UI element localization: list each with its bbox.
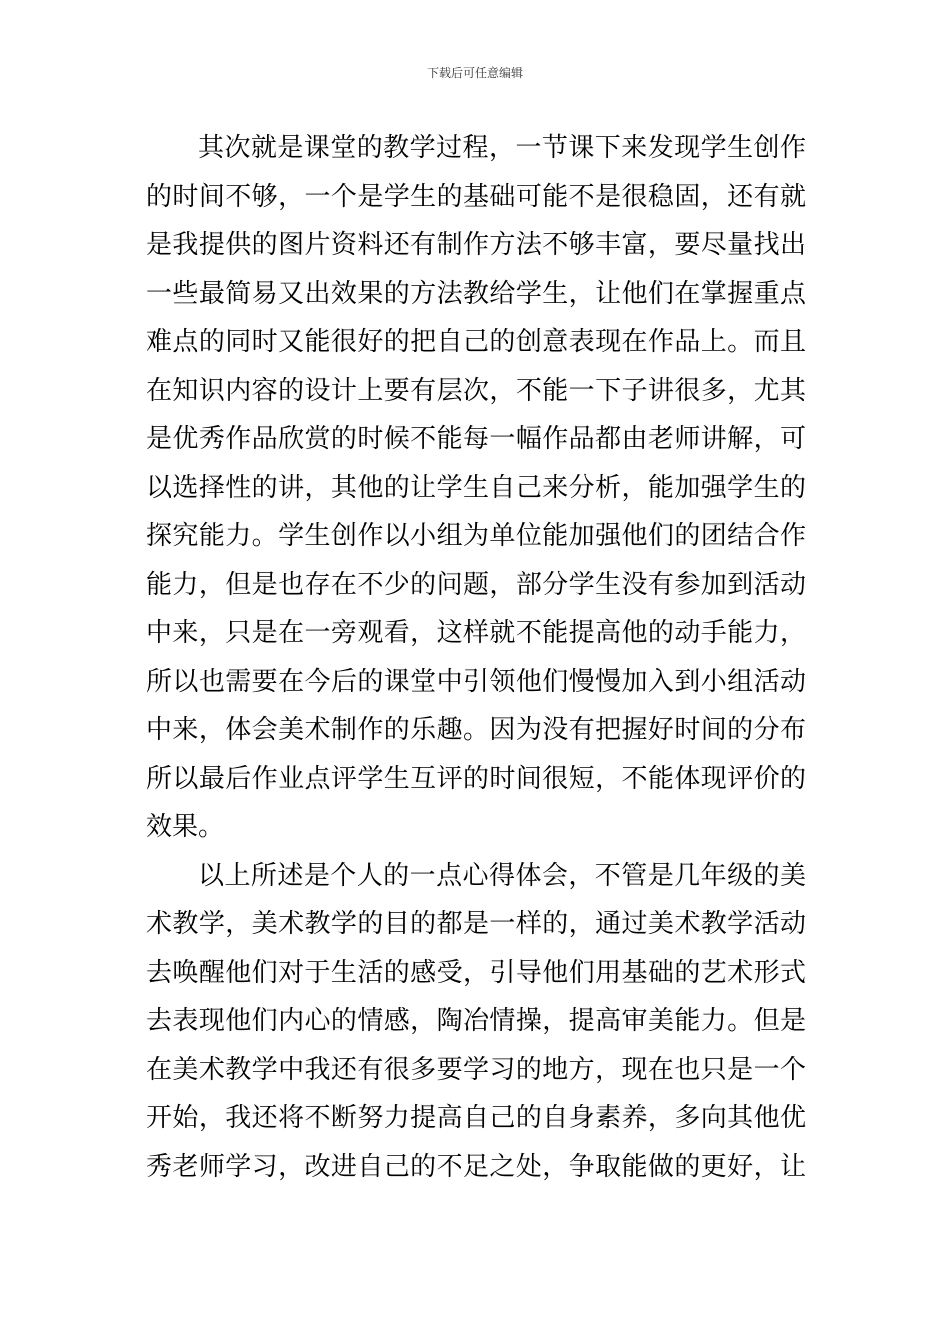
paragraph-2	[146, 852, 806, 1192]
text-line: 术教学，美术教学的目的都是一样的，通过美术教学活动	[146, 909, 806, 939]
text-line: 的时间不够，一个是学生的基础可能不是很稳固，还有就	[146, 181, 806, 212]
text-line: 效果。	[146, 812, 225, 842]
text-line: 去唤醒他们对于生活的感受，引导他们用基础的艺术形式	[146, 957, 806, 988]
document-body	[146, 124, 806, 1191]
text-line: 在美术教学中我还有很多要学习的地方，现在也只是一个	[146, 1054, 806, 1085]
text-line: 是优秀作品欣赏的时候不能每一幅作品都由老师讲解，可	[146, 424, 806, 454]
text-line: 探究能力。学生创作以小组为单位能加强他们的团结合作	[146, 521, 806, 551]
page-header: 下载后可任意编辑	[426, 66, 523, 80]
paragraph-1	[146, 124, 806, 852]
text-line: 中来，只是在一旁观看，这样就不能提高他的动手能力，	[146, 618, 806, 648]
text-line: 难点的同时又能很好的把自己的创意表现在作品上。而且	[146, 327, 806, 357]
text-line: 能力，但是也存在不少的问题，部分学生没有参加到活动	[146, 569, 806, 600]
text-line: 去表现他们内心的情感，陶冶情操，提高审美能力。但是	[146, 1006, 806, 1036]
text-line: 其次就是课堂的教学过程，一节课下来发现学生创作	[198, 133, 806, 163]
text-line: 所以最后作业点评学生互评的时间很短，不能体现评价的	[146, 763, 806, 794]
text-line: 在知识内容的设计上要有层次，不能一下子讲很多，尤其	[146, 375, 806, 406]
text-line: 是我提供的图片资料还有制作方法不够丰富，要尽量找出	[146, 230, 806, 260]
text-line: 一些最简易又出效果的方法教给学生，让他们在掌握重点	[146, 278, 806, 309]
text-line: 所以也需要在今后的课堂中引领他们慢慢加入到小组活动	[146, 666, 806, 697]
text-line: 以选择性的讲，其他的让学生自己来分析，能加强学生的	[146, 472, 806, 503]
text-line: 以上所述是个人的一点心得体会，不管是几年级的美	[198, 860, 806, 891]
text-line: 开始，我还将不断努力提高自己的自身素养，多向其他优	[146, 1103, 806, 1133]
text-line: 秀老师学习，改进自己的不足之处，争取能做的更好，让	[146, 1151, 806, 1182]
text-line: 中来，体会美术制作的乐趣。因为没有把握好时间的分布	[146, 715, 806, 745]
